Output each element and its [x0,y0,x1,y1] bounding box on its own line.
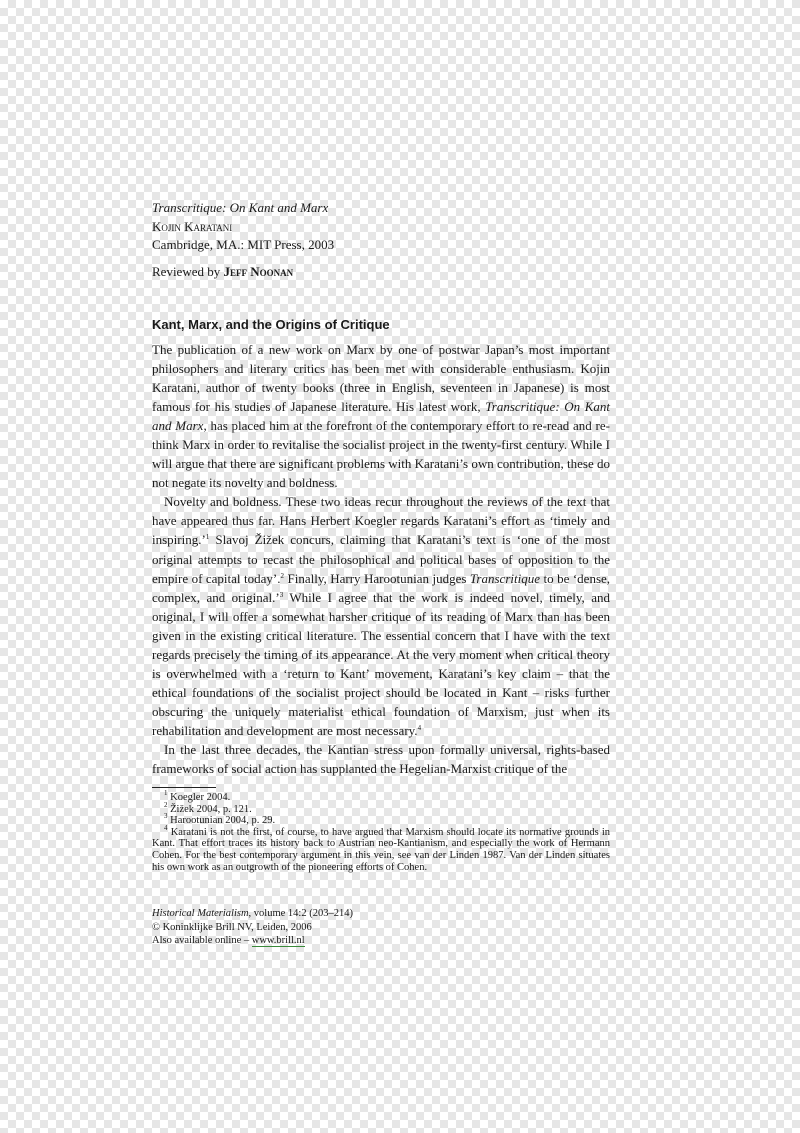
body-text [152,340,610,778]
journal-online: Also available online – www.brill.nl [152,935,305,947]
footnote-divider [152,787,216,788]
reviewer-name: Jeff Noonan [223,264,294,279]
footnote-ref-4[interactable]: 4 [417,723,422,732]
book-publication: Cambridge, MA.: MIT Press, 2003 [152,237,335,252]
book-title: Transcritique: On Kant and Marx [152,200,329,215]
reviewer-line [152,264,293,280]
footnote-ref-1[interactable]: 1 [205,533,210,542]
footnote-3: $^3$ Harootunian 2004, p. 29. [164,812,276,827]
book-author: Kojin Karatani [152,218,233,234]
footnote-4: $^4$ Karatani is not the first, of course, to have argued that Marxism should locate its normative grounds in Kant. That effort traces its history back to Austrian neo-Kantianism, and especially the work of Hermann Cohen. For the best contemporary argument in this vein, see van der Linden 1987. Van der Linden situates his own work as an outgrowth of the pioneering efforts of Cohen. [152,823,611,873]
footnote-1: $^1$ Koegler 2004. [164,789,231,803]
journal-copyright: © Koninklijke Brill NV, Leiden, 2006 [152,921,312,933]
footnote-ref-2[interactable]: 2 [280,571,284,580]
paragraph-3: In the last three decades, the Kantian stress upon formally universal, rights-based frameworks of social action has supplanted the Hegelian-Marxist critique of the [152,741,610,777]
journal-volume: Historical Materialism, volume 14:2 (203–214) [152,908,353,919]
section-heading: Kant, Marx, and the Origins of Critique [152,317,390,332]
paragraph-2: Novelty and boldness. These two ideas recur throughout the reviews of the text that have appeared thus far. Hans Herbert Koegler regards Karatani’s effort as ‘timely and inspiring.’$^1$ Slavoj Žižek concurs, claiming that Karatani’s text is ‘one of the most original attempts to recast the philosophical and political bases of opposition to the empire of capital today’.$^2$ Finally, Harry Harootunian judges Transcritique to be ‘dense, complex, and original.’$^3$ While I agree that the work is indeed novel, timely, and original, I will offer a somewhat harsher critique of its reading of Marx than has been given in the existing critical literature. The essential concern that I have with the text regards precisely the timing of its appearance. At the very moment when critical theory is overwhelmed with a ‘return to Kant’ movement, Karatani’s key claim – that the ethical foundations of the socialist project should be located in Kant – risks further obscuring the uniquely materialist ethical foundation of Marxism, just when its rehabilitation and development are most necessary.$^4$ [152,494,611,738]
footnotes [152,789,611,873]
journal-info [152,907,353,948]
book-citation [152,199,334,255]
publisher-link[interactable]: www.brill.nl [251,935,305,947]
reviewed-by-label: Reviewed by [152,264,221,279]
footnote-2: $^2$ Žižek 2004, p. 121. [164,800,252,815]
footnote-ref-3[interactable]: 3 [279,590,284,599]
paragraph-1: The publication of a new work on Marx by one of postwar Japan’s most important philosophers and literary critics has been met with considerable enthusiasm. Kojin Karatani, author of twenty books (three in English, seventeen in Japanese) is most famous for his studies of Japanese literature. His latest work, Transcritique: On Kant and Marx, has placed him at the forefront of the contemporary effort to re-read and re-think Marx in order to revitalise the socialist project in the twenty-first century. While I will argue that there are significant problems with Karatani’s own contribution, these do not negate its novelty and boldness. [152,342,610,491]
